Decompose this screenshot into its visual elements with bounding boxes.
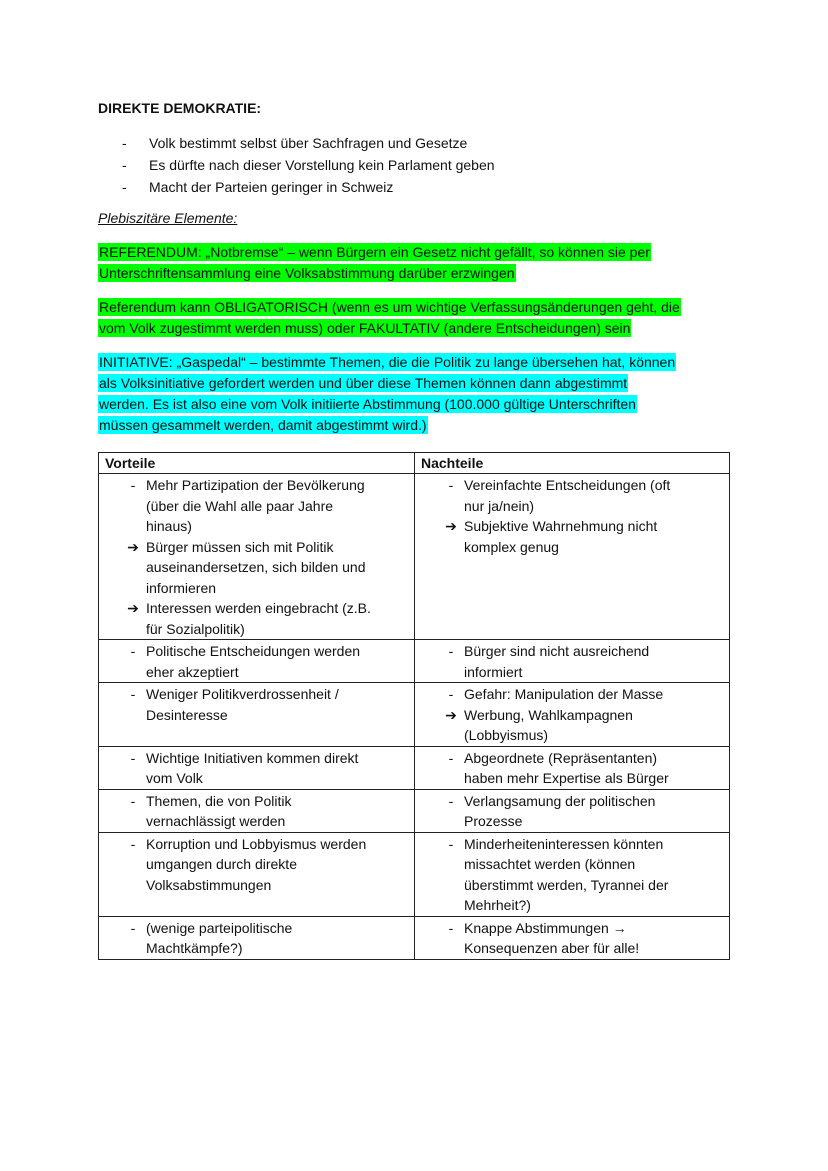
item-text-line: Politische Entscheidungen werden xyxy=(146,643,361,659)
dash-bullet-icon: - xyxy=(130,686,136,702)
cell-nachteil xyxy=(415,832,730,916)
item-text-line: informiert xyxy=(464,663,523,680)
paragraph-line: vom Volk zugestimmt werden muss) oder FAKULTATIV (andere Entscheidungen) sein xyxy=(99,320,631,336)
item-text-line: Korruption und Lobbyismus werden xyxy=(146,835,367,852)
item-text-line: eher akzeptiert xyxy=(146,663,239,680)
list-item-text: Es dürfte nach dieser Vorstellung kein Parlament geben xyxy=(149,157,495,173)
item-text-line: Interessen werden eingebracht (z.B. xyxy=(146,600,371,616)
item-text-line: Mehrheit?) xyxy=(464,897,531,913)
item-text-line: Weniger Politikverdrossenheit / xyxy=(146,686,339,702)
list-item xyxy=(99,537,414,599)
arrow-right-icon: ➔ xyxy=(127,600,139,616)
item-text-line: Machtkämpfe?) xyxy=(146,940,243,956)
item-text-line: Mehr Partizipation der Bevölkerung xyxy=(146,477,365,493)
item-text-line: nur ja/nein) xyxy=(464,497,535,514)
list-item xyxy=(415,834,729,916)
cell-nachteil xyxy=(415,746,730,789)
paragraph-line: Unterschriftensammlung eine Volksabstimmung darüber erzwingen xyxy=(99,265,515,281)
list-item xyxy=(99,918,414,959)
paragraph-line: werden. Es ist also eine vom Volk initiierte Abstimmung (100.000 gültige Unterschriften xyxy=(99,396,636,412)
item-text-line: vom Volk xyxy=(146,770,203,786)
item-text-line: Verlangsamung der politischen xyxy=(464,792,656,809)
cell-nachteil xyxy=(415,916,730,959)
cell-vorteil xyxy=(99,746,415,789)
item-text-line: Knappe Abstimmungen → xyxy=(464,919,627,936)
table-row xyxy=(99,683,730,747)
dash-bullet-icon: - xyxy=(448,919,454,936)
cell-nachteil xyxy=(415,683,730,747)
item-text-line: Werbung, Wahlkampagnen xyxy=(464,706,633,723)
paragraph-cyan xyxy=(98,352,676,436)
list-item xyxy=(99,834,414,896)
paragraph-green xyxy=(98,242,651,284)
item-text-line: überstimmt werden, Tyrannei der xyxy=(464,876,669,893)
paragraph-line: INITIATIVE: „Gaspedal“ – bestimmte Themen, die die Politik zu lange übersehen hat, können xyxy=(99,354,676,370)
dash-bullet-icon: - xyxy=(448,686,454,702)
cell-nachteil xyxy=(415,640,730,683)
list-item xyxy=(99,641,414,682)
list-item xyxy=(415,516,729,557)
list-item xyxy=(99,791,414,832)
item-text-line: (über die Wahl alle paar Jahre xyxy=(146,497,334,514)
list-item: - Macht der Parteien geringer in Schweiz xyxy=(122,179,394,195)
table-row xyxy=(99,789,730,832)
list-item-text: Volk bestimmt selbst über Sachfragen und Gesetze xyxy=(149,135,468,151)
table-row xyxy=(99,474,730,640)
item-text-line: Themen, die von Politik xyxy=(146,792,292,809)
header-nachteile: Nachteile xyxy=(415,453,730,474)
list-item xyxy=(99,598,414,639)
item-text-line: Minderheiteninteressen könnten xyxy=(464,835,664,852)
cell-vorteil xyxy=(99,832,415,916)
item-text-line: informieren xyxy=(146,579,217,596)
cell-vorteil xyxy=(99,789,415,832)
dash-bullet-icon: - xyxy=(130,919,136,936)
bullet-list xyxy=(122,132,495,198)
cell-vorteil xyxy=(99,683,415,747)
item-text-line: Gefahr: Manipulation der Masse xyxy=(464,686,664,702)
cell-nachteil xyxy=(415,474,730,640)
cell-vorteil xyxy=(99,916,415,959)
list-item xyxy=(99,475,414,537)
list-item xyxy=(99,748,414,789)
paragraph-line: als Volksinitiative gefordert werden und über diese Themen können dann abgestimmt xyxy=(99,375,628,391)
item-text-line: Bürger müssen sich mit Politik xyxy=(146,538,334,555)
table-row xyxy=(99,916,730,959)
list-item-text: Macht der Parteien geringer in Schweiz xyxy=(149,179,394,195)
item-text-line: auseinandersetzen, sich bilden und xyxy=(146,559,366,575)
list-item xyxy=(415,475,729,516)
list-item: - Volk bestimmt selbst über Sachfragen und Gesetze xyxy=(122,135,468,151)
item-text-line: missachtet werden (können xyxy=(464,856,636,872)
dash-bullet-icon: - xyxy=(130,792,136,809)
list-item xyxy=(415,705,729,746)
item-text-line: vernachlässigt werden xyxy=(146,813,286,829)
cell-vorteil xyxy=(99,474,415,640)
header-vorteile: Vorteile xyxy=(99,453,415,474)
item-text-line: Wichtige Initiativen kommen direkt xyxy=(146,749,359,766)
dash-bullet-icon: - xyxy=(448,643,454,659)
list-item: - Es dürfte nach dieser Vorstellung kein Parlament geben xyxy=(122,157,495,173)
dash-bullet-icon: - xyxy=(130,643,136,659)
dash-bullet-icon: - xyxy=(448,749,454,766)
dash-bullet-icon: - xyxy=(448,792,454,809)
item-text-line: Desinteresse xyxy=(146,706,228,723)
cell-nachteil xyxy=(415,789,730,832)
item-text-line: (Lobbyismus) xyxy=(464,727,549,743)
list-item xyxy=(99,684,414,725)
dash-bullet-icon: - xyxy=(130,749,136,766)
arrow-right-icon: ➔ xyxy=(127,538,139,555)
paragraph-line: Referendum kann OBLIGATORISCH (wenn es um wichtige Verfassungsänderungen geht, die xyxy=(99,299,680,315)
list-item xyxy=(415,918,729,959)
paragraph-line: REFERENDUM: „Notbremse“ – wenn Bürgern ein Gesetz nicht gefällt, so können sie per xyxy=(99,244,650,260)
list-item xyxy=(415,791,729,832)
list-item xyxy=(415,748,729,789)
dash-bullet-icon: - xyxy=(448,835,454,852)
item-text-line: Prozesse xyxy=(464,813,523,829)
page-title: DIREKTE DEMOKRATIE: xyxy=(98,100,262,116)
item-text-line: für Sozialpolitik) xyxy=(146,620,245,637)
arrow-right-icon: ➔ xyxy=(445,706,457,723)
table-row xyxy=(99,746,730,789)
table-row xyxy=(99,640,730,683)
item-text-line: Subjektive Wahrnehmung nicht xyxy=(464,518,658,534)
section-subheading: Plebiszitäre Elemente: xyxy=(98,210,238,226)
paragraph-green xyxy=(98,297,681,339)
arrow-right-icon: ➔ xyxy=(445,518,457,534)
dash-bullet-icon: - xyxy=(130,835,136,852)
item-text-line: Abgeordnete (Repräsentanten) xyxy=(464,749,658,766)
cell-vorteil xyxy=(99,640,415,683)
list-item xyxy=(415,684,729,705)
item-text-line: Vereinfachte Entscheidungen (oft xyxy=(464,477,671,493)
pros-cons-table xyxy=(98,452,730,960)
item-text-line: haben mehr Expertise als Bürger xyxy=(464,770,669,786)
table-row xyxy=(99,832,730,916)
list-item xyxy=(415,641,729,682)
paragraph-line: müssen gesammelt werden, damit abgestimmt wird.) xyxy=(99,417,427,433)
dash-bullet-icon: - xyxy=(130,477,136,493)
dash-bullet-icon: - xyxy=(448,477,454,493)
item-text-line: hinaus) xyxy=(146,518,192,534)
item-text-line: umgangen durch direkte xyxy=(146,856,297,872)
item-text-line: komplex genug xyxy=(464,538,559,555)
item-text-line: (wenige parteipolitische xyxy=(146,919,293,936)
item-text-line: Konsequenzen aber für alle! xyxy=(464,940,640,956)
item-text-line: Bürger sind nicht ausreichend xyxy=(464,643,650,659)
item-text-line: Volksabstimmungen xyxy=(146,876,272,893)
